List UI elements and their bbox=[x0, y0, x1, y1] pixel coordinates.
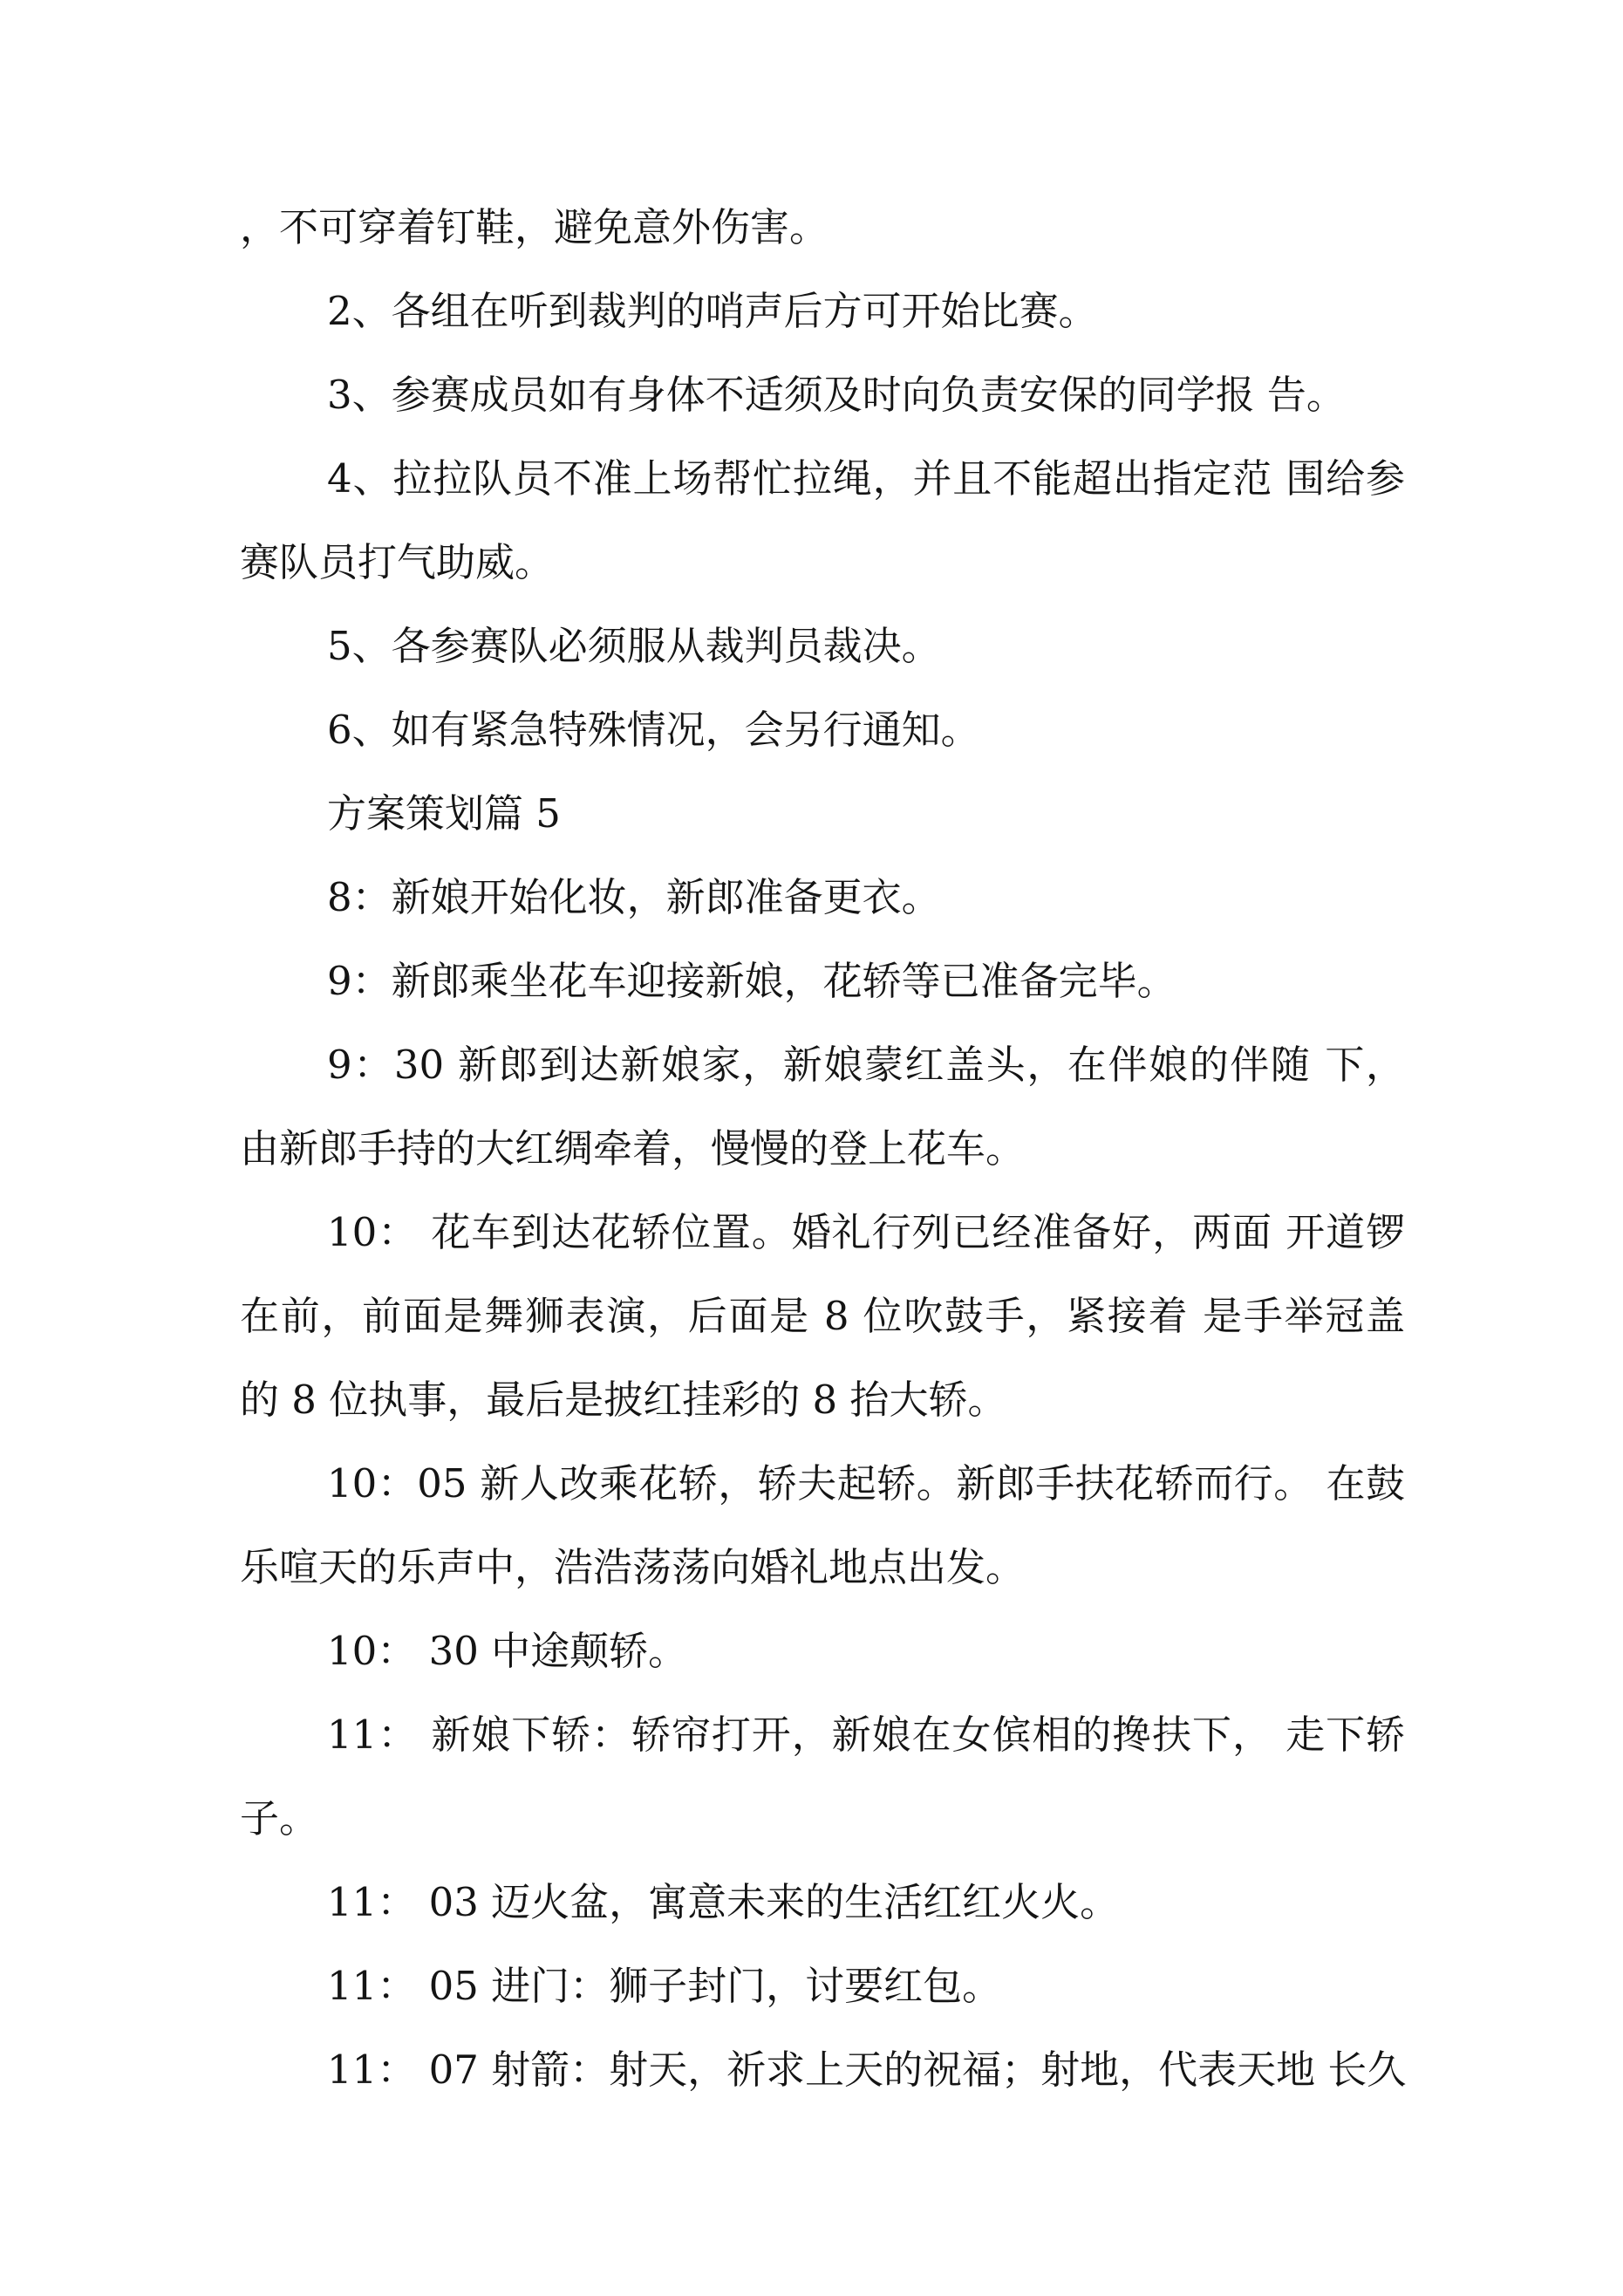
schedule-item bbox=[240, 1861, 1405, 1944]
schedule-item bbox=[240, 856, 1405, 940]
text-line: 9：新郎乘坐花车迎接新娘，花轿等已准备完毕。 bbox=[327, 958, 1176, 1004]
text-line: 9：30 新郎到达新娘家，新娘蒙红盖头，在伴娘的伴随 下， bbox=[327, 1042, 1405, 1088]
text-line: 2、各组在听到裁判的哨声后方可开始比赛。 bbox=[327, 288, 1098, 334]
text-line: 在前，前面是舞狮表演，后面是 8 位吹鼓手，紧接着 是手举冠盖 bbox=[240, 1293, 1405, 1339]
text-line: 的 8 位执事，最后是披红挂彩的 8 抬大轿。 bbox=[240, 1377, 1007, 1423]
section-heading bbox=[240, 772, 1405, 856]
rule-item-2 bbox=[240, 270, 1405, 353]
paragraph-continuation bbox=[240, 186, 1405, 270]
text-line: 11： 07 射箭：射天，祈求上天的祝福；射地，代表天地 长久 bbox=[327, 2047, 1407, 2093]
schedule-item bbox=[240, 1023, 1405, 1191]
text-line: 11： 新娘下轿：轿帘打开，新娘在女傧相的搀扶下， 走下轿 bbox=[327, 1712, 1405, 1758]
text-line: 由新郎手持的大红绸牵着，慢慢的登上花车。 bbox=[240, 1125, 1026, 1172]
text-line: 10：05 新人改乘花轿，轿夫起轿。新郎手扶花轿而行。 在鼓 bbox=[327, 1460, 1405, 1507]
text-line: 乐喧天的乐声中，浩浩荡荡向婚礼地点出发。 bbox=[240, 1544, 1026, 1590]
schedule-item bbox=[240, 1191, 1405, 1442]
document-body bbox=[240, 186, 1405, 2112]
section-heading-text: 方案策划篇 5 bbox=[327, 790, 561, 837]
text-line: 3、参赛成员如有身体不适须及时向负责安保的同学报 告。 bbox=[327, 372, 1346, 418]
text-line: 5、各参赛队必须服从裁判员裁决。 bbox=[327, 623, 941, 669]
schedule-item bbox=[240, 1609, 1405, 1693]
text-line: 10： 30 中途颠轿。 bbox=[327, 1628, 688, 1674]
rule-item-6 bbox=[240, 688, 1405, 772]
schedule-item bbox=[240, 2028, 1405, 2112]
schedule-item bbox=[240, 1944, 1405, 2028]
text-line: 4、拉拉队员不准上场帮忙拉绳，并且不能超出指定范 围给参 bbox=[327, 455, 1405, 502]
text-line: 子。 bbox=[240, 1795, 319, 1842]
text-line: 10： 花车到达花轿位置。婚礼行列已经准备好，两面 开道锣 bbox=[327, 1209, 1405, 1255]
text-line: ，不可穿着钉鞋，避免意外伤害。 bbox=[240, 204, 829, 250]
schedule-item bbox=[240, 940, 1405, 1023]
text-line: 11： 03 迈火盆，寓意未来的生活红红火火。 bbox=[327, 1879, 1120, 1925]
text-line: 11： 05 进门：狮子封门，讨要红包。 bbox=[327, 1963, 1002, 2009]
schedule-item bbox=[240, 1442, 1405, 1609]
rule-item-4 bbox=[240, 437, 1405, 605]
text-line: 6、如有紧急特殊情况，会另行通知。 bbox=[327, 707, 980, 753]
schedule-item bbox=[240, 1693, 1405, 1861]
rule-item-3 bbox=[240, 353, 1405, 437]
text-line: 8：新娘开始化妆，新郎准备更衣。 bbox=[327, 874, 941, 920]
rule-item-5 bbox=[240, 605, 1405, 688]
text-line: 赛队员打气助威。 bbox=[240, 539, 555, 585]
